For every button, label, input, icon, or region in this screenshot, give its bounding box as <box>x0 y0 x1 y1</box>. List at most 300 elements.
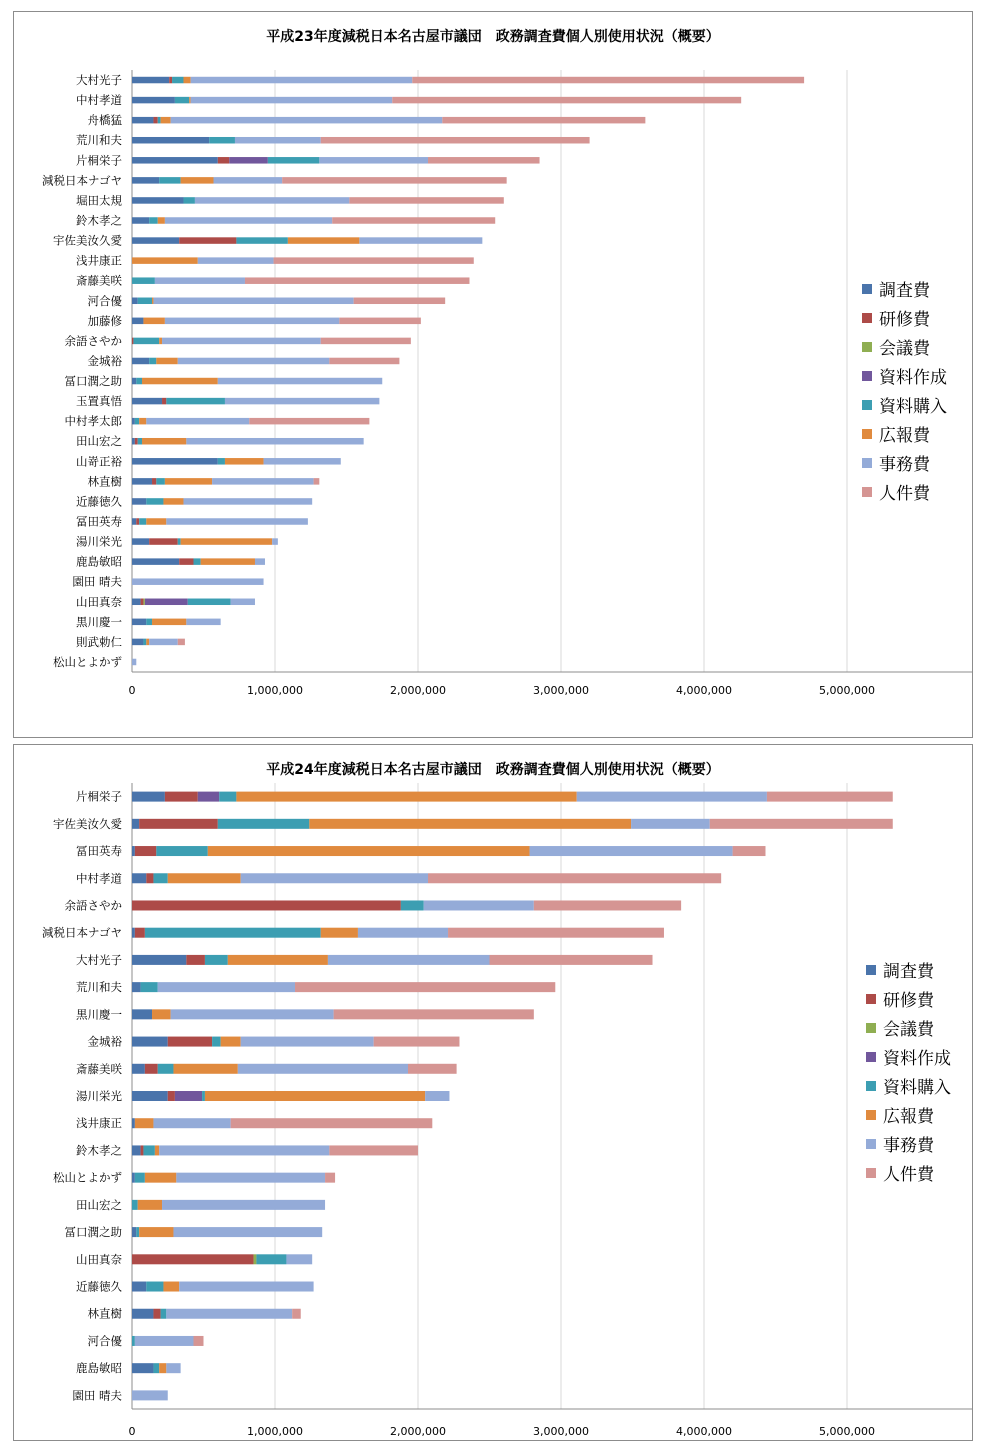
bar-segment <box>425 1091 449 1101</box>
bar-segment <box>152 478 156 485</box>
bar-segment <box>264 458 341 465</box>
bar-segment <box>218 819 310 829</box>
bar-segment <box>166 398 225 405</box>
legend-swatch <box>862 429 872 439</box>
bar-segment <box>534 900 681 910</box>
bar-segment <box>354 298 446 305</box>
bar-segment <box>149 538 178 545</box>
bar-segment <box>145 928 321 938</box>
bar-segment <box>158 982 295 992</box>
bar-segment <box>171 1009 334 1019</box>
bar-segment <box>179 558 193 565</box>
legend-item <box>862 390 947 419</box>
x-tick-label: 2,000,000 <box>390 684 446 697</box>
bar-segment <box>132 1009 152 1019</box>
legend-item <box>862 274 947 303</box>
legend-swatch <box>862 458 872 468</box>
y-tick-label: 浅井康正 <box>76 1116 122 1131</box>
bar-segment <box>132 1282 146 1292</box>
bar-segment <box>132 982 141 992</box>
y-tick-label: 近藤徳久 <box>76 1279 122 1294</box>
legend-swatch <box>862 284 872 294</box>
y-tick-label: 黒川慶一 <box>76 614 122 629</box>
bar-segment <box>274 257 474 264</box>
bar-segment <box>156 846 207 856</box>
bar-segment <box>218 458 225 465</box>
y-tick-label: 田山宏之 <box>76 434 122 449</box>
y-tick-label: 宇佐美汝久愛 <box>53 816 122 831</box>
bar-segment <box>424 900 534 910</box>
bar-segment <box>152 298 153 305</box>
bar-segment <box>166 1309 292 1319</box>
legend-label: 事務費 <box>883 1136 934 1156</box>
bar-segment <box>236 237 287 244</box>
y-tick-label: 林直樹 <box>87 1306 122 1321</box>
y-tick-label: 減税日本ナゴヤ <box>41 173 122 188</box>
legend-swatch <box>862 313 872 323</box>
bar-segment <box>212 478 314 485</box>
bar-segment <box>132 900 401 910</box>
bar-segment <box>321 137 590 144</box>
bar-segment <box>135 846 156 856</box>
bar-segment <box>179 237 236 244</box>
y-tick-label: 山田真奈 <box>76 594 122 609</box>
bar-segment <box>132 1227 136 1237</box>
bar-segment <box>171 117 443 124</box>
bar-segment <box>132 77 169 84</box>
y-tick-label: 浅井康正 <box>76 253 122 268</box>
bar-segment <box>145 1064 158 1074</box>
legend <box>862 274 947 506</box>
bar-segment <box>168 873 241 883</box>
y-tick-label: 冨口潤之助 <box>64 1225 122 1240</box>
legend-label: 人件費 <box>879 484 930 504</box>
y-tick-label: 冨田英寿 <box>76 844 122 859</box>
legend-item <box>866 1013 951 1042</box>
bar-segment <box>231 1118 433 1128</box>
bar-segment <box>173 1227 322 1237</box>
x-tick-label: 1,000,000 <box>247 684 303 697</box>
bar-segment <box>132 217 149 224</box>
y-tick-label: 山田真奈 <box>76 1252 122 1267</box>
legend-swatch <box>866 1052 876 1062</box>
bar-segment <box>428 873 721 883</box>
bar-segment <box>158 117 161 124</box>
bar-segment <box>132 1336 135 1346</box>
bar-segment <box>321 928 358 938</box>
bar-segment <box>186 955 205 965</box>
bar-segment <box>139 1227 173 1237</box>
bar-segment <box>442 117 645 124</box>
bar-segment <box>132 846 135 856</box>
y-tick-label: 舟橋猛 <box>87 113 122 128</box>
legend-item <box>866 1129 951 1158</box>
bar-segment <box>412 77 804 84</box>
bar-segment <box>132 1145 141 1155</box>
bar-segment <box>136 518 139 525</box>
bar-segment <box>156 478 165 485</box>
bar-segment <box>172 77 183 84</box>
bar-segment <box>241 873 428 883</box>
bar-segment <box>166 1363 180 1373</box>
y-tick-label: 中村孝道 <box>76 871 122 886</box>
bar-segment <box>162 398 166 405</box>
bar-segment <box>193 1336 203 1346</box>
y-tick-label: 園田 晴夫 <box>72 1388 122 1403</box>
bar-segment <box>132 928 135 938</box>
legend-label: 資料作成 <box>879 368 947 388</box>
bar-segment <box>255 558 265 565</box>
bar-segment <box>448 928 664 938</box>
legend-label: 資料購入 <box>879 397 947 417</box>
y-tick-label: 加藤修 <box>87 313 122 328</box>
bar-segment <box>132 177 159 184</box>
bar-segment <box>288 237 360 244</box>
bar-segment <box>286 1254 312 1264</box>
bar-segment <box>159 1363 166 1373</box>
bar-segment <box>132 478 152 485</box>
bar-segment <box>139 819 218 829</box>
bar-segment <box>149 217 158 224</box>
bar-segment <box>162 338 321 345</box>
bar-segment <box>132 639 143 646</box>
legend-item <box>862 303 947 332</box>
legend-label: 資料作成 <box>883 1049 951 1069</box>
legend-label: 調査費 <box>879 281 930 301</box>
bar-segment <box>132 1363 153 1373</box>
x-tick-label: 0 <box>128 684 136 697</box>
bar-segment <box>139 518 146 525</box>
y-tick-label: 中村孝道 <box>76 93 122 108</box>
bar-segment <box>329 1145 418 1155</box>
bar-segment <box>212 1037 221 1047</box>
bar-segment <box>132 1173 135 1183</box>
bar-segment <box>132 578 264 585</box>
bar-segment <box>272 538 278 545</box>
bar-segment <box>135 1173 145 1183</box>
bar-segment <box>143 318 164 325</box>
bar-segment <box>152 619 186 626</box>
y-tick-label: 余語さやか <box>64 333 122 348</box>
bar-segment <box>132 438 135 445</box>
bar-segment <box>314 478 320 485</box>
bar-segment <box>132 137 209 144</box>
bar-segment <box>181 177 214 184</box>
bar-segment <box>146 873 153 883</box>
bar-segment <box>256 1254 286 1264</box>
y-tick-label: 斎藤美咲 <box>76 273 122 288</box>
bar-segment <box>175 1091 202 1101</box>
x-tick-label: 2,000,000 <box>390 1425 446 1438</box>
legend-item <box>866 1042 951 1071</box>
bar-segment <box>132 97 175 104</box>
bar-segment <box>132 955 186 965</box>
bar-segment <box>205 1091 425 1101</box>
bar-segment <box>149 639 178 646</box>
bar-segment <box>168 1091 175 1101</box>
legend-label: 人件費 <box>883 1165 934 1185</box>
y-tick-label: 松山とよかず <box>53 654 122 669</box>
y-tick-label: 山嵜正裕 <box>76 454 122 469</box>
bar-segment <box>136 378 142 385</box>
bar-segment <box>132 873 146 883</box>
bar-segment <box>186 438 363 445</box>
y-tick-label: 則武勅仁 <box>76 634 122 649</box>
bar-segment <box>132 298 138 305</box>
bar-segment <box>392 97 741 104</box>
bar-segment <box>168 1037 212 1047</box>
bar-segment <box>178 538 181 545</box>
y-tick-label: 大村光子 <box>76 952 122 967</box>
y-tick-label: 田山宏之 <box>76 1197 122 1212</box>
bar-segment <box>132 819 139 829</box>
bar-segment <box>175 97 189 104</box>
bar-segment <box>132 1309 153 1319</box>
bar-segment <box>132 518 136 525</box>
bar-segment <box>428 157 540 164</box>
bar-segment <box>165 792 198 802</box>
bar-segment <box>245 277 470 284</box>
legend-swatch <box>866 994 876 1004</box>
bar-segment <box>132 418 135 425</box>
bar-segment <box>408 1064 457 1074</box>
bar-segment <box>132 277 155 284</box>
bar-segment <box>191 77 413 84</box>
bar-segment <box>132 1390 168 1400</box>
legend-label: 研修費 <box>879 310 930 330</box>
bar-segment <box>141 1145 144 1155</box>
bar-segment <box>236 792 576 802</box>
legend-item <box>866 1158 951 1187</box>
bar-segment <box>339 318 421 325</box>
y-tick-label: 鈴木孝之 <box>76 1143 122 1158</box>
bar-segment <box>142 378 218 385</box>
bar-segment <box>135 418 139 425</box>
bar-segment <box>132 1037 168 1047</box>
bar-segment <box>153 1309 160 1319</box>
y-tick-label: 減税日本ナゴヤ <box>41 925 122 940</box>
bar-segment <box>221 1037 241 1047</box>
bar-segment <box>132 1200 138 1210</box>
bar-segment <box>132 1091 168 1101</box>
legend-swatch <box>866 1081 876 1091</box>
bar-segment <box>282 177 507 184</box>
bar-segment <box>138 438 142 445</box>
bar-segment <box>155 277 245 284</box>
bar-segment <box>165 318 339 325</box>
bar-segment <box>325 1173 335 1183</box>
bar-segment <box>178 358 330 365</box>
legend-swatch <box>862 371 872 381</box>
bar-segment <box>132 117 153 124</box>
x-tick-label: 0 <box>128 1425 136 1438</box>
legend-item <box>866 1071 951 1100</box>
bar-segment <box>295 982 555 992</box>
bar-segment <box>135 928 145 938</box>
bar-segment <box>165 478 212 485</box>
legend-item <box>862 419 947 448</box>
bar-segment <box>183 197 194 204</box>
bar-segment <box>292 1309 301 1319</box>
bar-segment <box>146 498 163 505</box>
y-tick-label: 堀田太規 <box>76 193 122 208</box>
bar-segment <box>153 1363 159 1373</box>
bar-segment <box>176 1173 325 1183</box>
y-tick-label: 片桐栄子 <box>76 789 122 804</box>
bar-segment <box>332 217 495 224</box>
bar-segment <box>188 599 231 606</box>
legend-item <box>862 477 947 506</box>
bar-segment <box>138 298 152 305</box>
y-tick-label: 近藤徳久 <box>76 494 122 509</box>
chart-title: 平成24年度減税日本名古屋市議団 政務調査費個人別使用状況（概要） <box>266 762 720 778</box>
y-tick-label: 荒川和夫 <box>76 133 122 148</box>
bar-segment <box>183 498 312 505</box>
legend-swatch <box>862 342 872 352</box>
bar-segment <box>218 378 382 385</box>
y-tick-label: 鹿島敏昭 <box>76 1361 122 1376</box>
bar-segment <box>268 157 319 164</box>
bar-segment <box>153 1118 230 1128</box>
bar-segment <box>183 77 190 84</box>
bar-segment <box>143 1145 154 1155</box>
bar-segment <box>132 599 141 606</box>
bar-segment <box>328 955 490 965</box>
bar-segment <box>219 792 236 802</box>
bar-segment <box>143 639 146 646</box>
bar-segment <box>319 157 428 164</box>
bar-segment <box>132 1118 135 1128</box>
bar-segment <box>214 177 283 184</box>
legend-item <box>862 448 947 477</box>
bar-segment <box>132 1064 145 1074</box>
bar-segment <box>359 237 482 244</box>
bar-segment <box>132 619 146 626</box>
bar-segment <box>136 1227 139 1237</box>
bar-segment <box>198 792 219 802</box>
y-tick-label: 荒川和夫 <box>76 980 122 995</box>
bar-segment <box>710 819 893 829</box>
legend-label: 研修費 <box>883 991 934 1011</box>
chart-panel-h23 <box>13 11 973 738</box>
bar-segment <box>334 1009 534 1019</box>
bar-segment <box>153 117 157 124</box>
y-tick-label: 宇佐美汝久愛 <box>53 233 122 248</box>
bar-segment <box>141 599 144 606</box>
bar-segment <box>374 1037 460 1047</box>
bar-segment <box>191 97 393 104</box>
legend-swatch <box>862 400 872 410</box>
x-tick-label: 3,000,000 <box>533 684 589 697</box>
y-tick-label: 冨口潤之助 <box>64 374 122 389</box>
bar-segment <box>135 1118 154 1128</box>
bar-segment <box>329 358 399 365</box>
bar-segment <box>189 97 190 104</box>
bar-segment <box>156 358 177 365</box>
y-tick-label: 金城裕 <box>87 353 122 368</box>
y-tick-label: 片桐栄子 <box>76 153 122 168</box>
y-tick-label: 中村孝太郎 <box>64 414 122 429</box>
legend-label: 会議費 <box>883 1020 934 1040</box>
y-tick-label: 松山とよかず <box>53 1170 122 1185</box>
bar-segment <box>132 237 179 244</box>
bar-segment <box>179 1282 313 1292</box>
bar-segment <box>733 846 766 856</box>
bar-segment <box>159 1145 329 1155</box>
bar-segment <box>631 819 710 829</box>
bar-segment <box>249 418 369 425</box>
bar-segment <box>201 558 255 565</box>
legend-swatch <box>866 1139 876 1149</box>
bar-segment <box>146 619 152 626</box>
bar-segment <box>146 518 166 525</box>
bar-segment <box>208 846 530 856</box>
bar-segment <box>153 298 353 305</box>
bar-segment <box>161 1309 167 1319</box>
bar-segment <box>132 358 149 365</box>
bar-segment <box>132 338 133 345</box>
chart-title: 平成23年度減税日本名古屋市議団 政務調査費個人別使用状況（概要） <box>266 29 720 45</box>
bar-segment <box>132 498 146 505</box>
legend-item <box>866 984 951 1013</box>
bar-segment <box>132 1254 254 1264</box>
bar-segment <box>490 955 653 965</box>
bar-segment <box>225 398 379 405</box>
legend-swatch <box>866 965 876 975</box>
bar-segment <box>133 338 159 345</box>
bar-segment <box>138 1200 162 1210</box>
bar-segment <box>401 900 424 910</box>
bar-segment <box>229 157 268 164</box>
bar-segment <box>158 217 165 224</box>
x-tick-label: 5,000,000 <box>819 1425 875 1438</box>
bar-segment <box>181 538 273 545</box>
bar-segment <box>159 338 162 345</box>
bar-segment <box>186 619 220 626</box>
bar-segment <box>349 197 503 204</box>
y-tick-label: 鹿島敏昭 <box>76 554 122 569</box>
bar-segment <box>145 599 188 606</box>
y-tick-label: 鈴木孝之 <box>76 213 122 228</box>
bar-segment <box>309 819 631 829</box>
bar-segment <box>321 338 411 345</box>
y-tick-label: 湯川栄光 <box>76 534 122 549</box>
legend-label: 事務費 <box>879 455 930 475</box>
y-tick-label: 大村光子 <box>76 73 122 88</box>
bar-segment <box>202 1091 205 1101</box>
bar-segment <box>145 1173 176 1183</box>
bar-segment <box>142 438 186 445</box>
y-tick-label: 斎藤美咲 <box>76 1061 122 1076</box>
bar-segment <box>132 558 179 565</box>
legend-swatch <box>866 1110 876 1120</box>
legend-item <box>862 332 947 361</box>
bar-segment <box>155 1145 159 1155</box>
legend-label: 調査費 <box>883 962 934 982</box>
bar-segment <box>146 639 149 646</box>
bar-segment <box>169 77 172 84</box>
legend-label: 資料購入 <box>883 1078 951 1098</box>
bar-segment <box>205 955 228 965</box>
bar-segment <box>132 792 165 802</box>
legend-label: 広報費 <box>883 1107 934 1127</box>
bar-segment <box>238 1064 408 1074</box>
bar-segment <box>161 117 171 124</box>
bar-segment <box>141 982 158 992</box>
bar-segment <box>358 928 448 938</box>
bar-segment <box>135 438 138 445</box>
bar-segment <box>577 792 767 802</box>
